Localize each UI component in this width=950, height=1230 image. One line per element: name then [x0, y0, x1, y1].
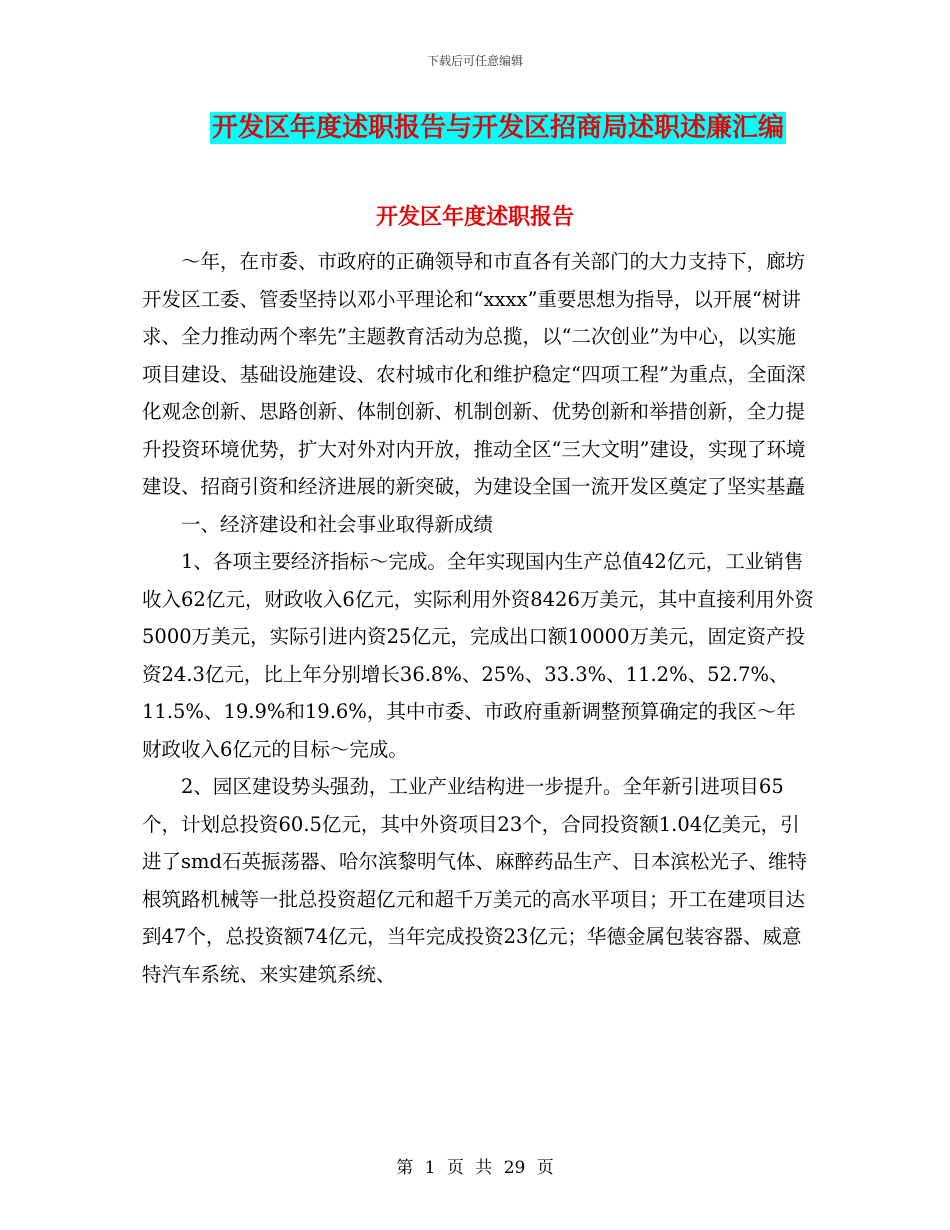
section-title: 开发区年度述职报告 — [375, 204, 574, 230]
paragraph-heading-1: 一、经济建设和社会事业取得新成绩 — [181, 512, 494, 536]
document-title: 开发区年度述职报告与开发区招商局述职述廉汇编 — [211, 113, 784, 143]
document-body — [142, 243, 814, 993]
paragraph-intro: ～年，在市委、市政府的正确领导和市直各有关部门的大力支持下，廊坊开发区工委、管委坚持以邓小平理论和“xxxx”重要思想为指导，以开展“树讲求、全力推动两个率先”主题教育活动为总揽，以“二次创业”为中心，以实施项目建设、基础设施建设、农村城市化和维护稳定“四项工程”为重点，全面深化观念创新、思路创新、体制创新、机制创新、优势创新和举措创新，全力提升投资环境优势，扩大对外对内开放，推动全区“三大文明”建设，实现了环境建设、招商引资和经济进展的新突破，为建设全国一流开发区奠定了坚实基矗 — [142, 250, 806, 498]
page-number: 第 1 页 共 29 页 — [396, 1158, 554, 1178]
paragraph-economic-indicators: 1、各项主要经济指标～完成。全年实现国内生产总值42亿元，工业销售收入62亿元，财政收入6亿元，实际利用外资8426万美元，其中直接利用外资5000万美元，实际引进内资25亿元，完成出口额10000万美元，固定资产投资24.3亿元，比上年分别增长36.8%、25%、33.3%、11.2%、52.7%、11.5%、19.9%和19.6%，其中市委、市政府重新调整预算确定的我区～年财政收入6亿元的目标～完成。 — [142, 550, 814, 761]
document-title-container — [0, 112, 950, 144]
paragraph-park-construction: 2、园区建设势头强劲，工业产业结构进一步提升。全年新引进项目65个，计划总投资60.5亿元，其中外资项目23个，合同投资额1.04亿美元，引进了smd石英振荡器、哈尔滨黎明气体、麻醉药品生产、日本滨松光子、维特根筑路机械等一批总投资超亿元和超千万美元的高水平项目；开工在建项目达到47个，总投资额74亿元，当年完成投资23亿元；华德金属包装容器、威意特汽车系统、来实建筑系统、 — [142, 775, 807, 986]
page-header-note: 下载后可任意编辑 — [426, 54, 523, 68]
